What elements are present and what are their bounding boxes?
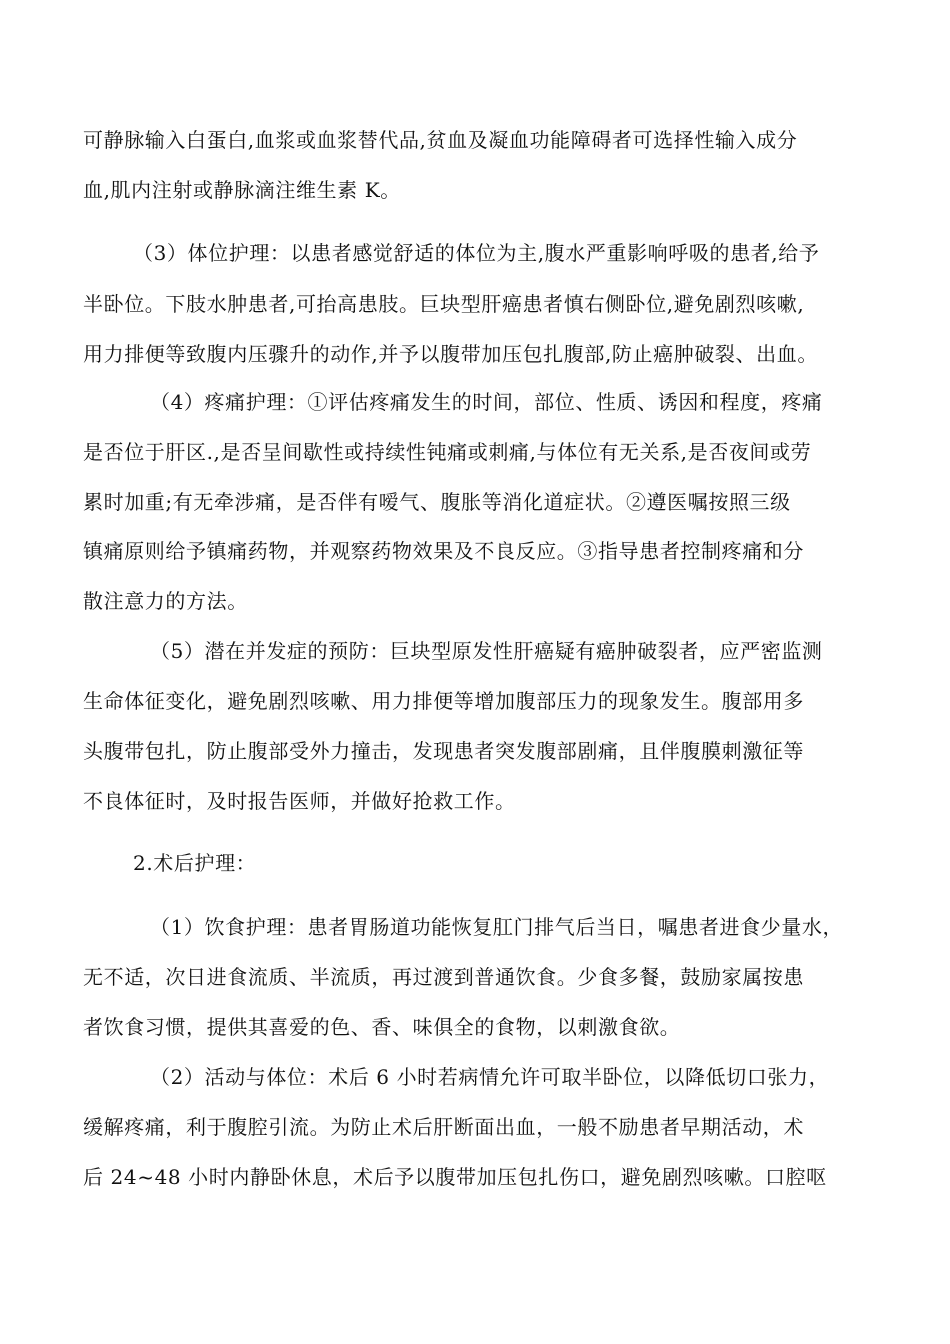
text-line: 头腹带包扎，防止腹部受外力撞击，发现患者突发腹部剧痛，且伴腹膜刺激征等 [83, 739, 804, 763]
text-line: 缓解疼痛，利于腹腔引流。为防止术后肝断面出血，一般不励患者早期活动，术 [83, 1115, 804, 1139]
text-line: 无不适，次日进食流质、半流质，再过渡到普通饮食。少食多餐，鼓励家属按患 [83, 965, 804, 989]
text-line: 可静脉输入白蛋白,血浆或血浆替代品,贫血及凝血功能障碍者可选择性输入成分 [83, 128, 798, 152]
text-line: 血,肌内注射或静脉滴注维生素 K。 [83, 178, 401, 202]
section-heading: 2.术后护理： [133, 851, 257, 875]
text-line: 半卧位。下肢水肿患者,可抬高患肢。巨块型肝癌患者慎右侧卧位,避免剧烈咳嗽, [83, 292, 805, 316]
text-line: 者饮食习惯，提供其喜爱的色、香、味俱全的食物，以刺激食欲。 [83, 1015, 681, 1039]
text-line: 生命体征变化，避免剧烈咳嗽、用力排便等增加腹部压力的现象发生。腹部用多 [83, 689, 804, 713]
text-line: （4）疼痛护理：①评估疼痛发生的时间，部位、性质、诱因和程度，疼痛 [150, 390, 823, 414]
text-line: （5）潜在并发症的预防：巨块型原发性肝癌疑有癌肿破裂者，应严密监测 [150, 639, 823, 663]
text-line: 累时加重;有无牵涉痛，是否伴有嗳气、腹胀等消化道症状。②遵医嘱按照三级 [83, 490, 791, 514]
text-line: （2）活动与体位：术后 6 小时若病情允许可取半卧位，以降低切口张力， [150, 1065, 830, 1089]
text-line: 镇痛原则给予镇痛药物，并观察药物效果及不良反应。③指导患者控制疼痛和分 [83, 539, 804, 563]
text-line: 不良体征时，及时报告医师，并做好抢救工作。 [83, 789, 516, 813]
text-line: （3）体位护理：以患者感觉舒适的体位为主,腹水严重影响呼吸的患者,给予 [133, 241, 820, 265]
text-line: （1）饮食护理：患者胃肠道功能恢复肛门排气后当日，嘱患者进食少量水， [150, 915, 844, 939]
text-line: 散注意力的方法。 [83, 589, 248, 613]
text-line: 是否位于肝区.,是否呈间歇性或持续性钝痛或刺痛,与体位有无关系,是否夜间或劳 [83, 440, 812, 464]
text-line: 后 24~48 小时内静卧休息，术后予以腹带加压包扎伤口，避免剧烈咳嗽。口腔呕 [83, 1165, 827, 1189]
text-line: 用力排便等致腹内压骤升的动作,并予以腹带加压包扎腹部,防止癌肿破裂、出血。 [83, 342, 818, 366]
